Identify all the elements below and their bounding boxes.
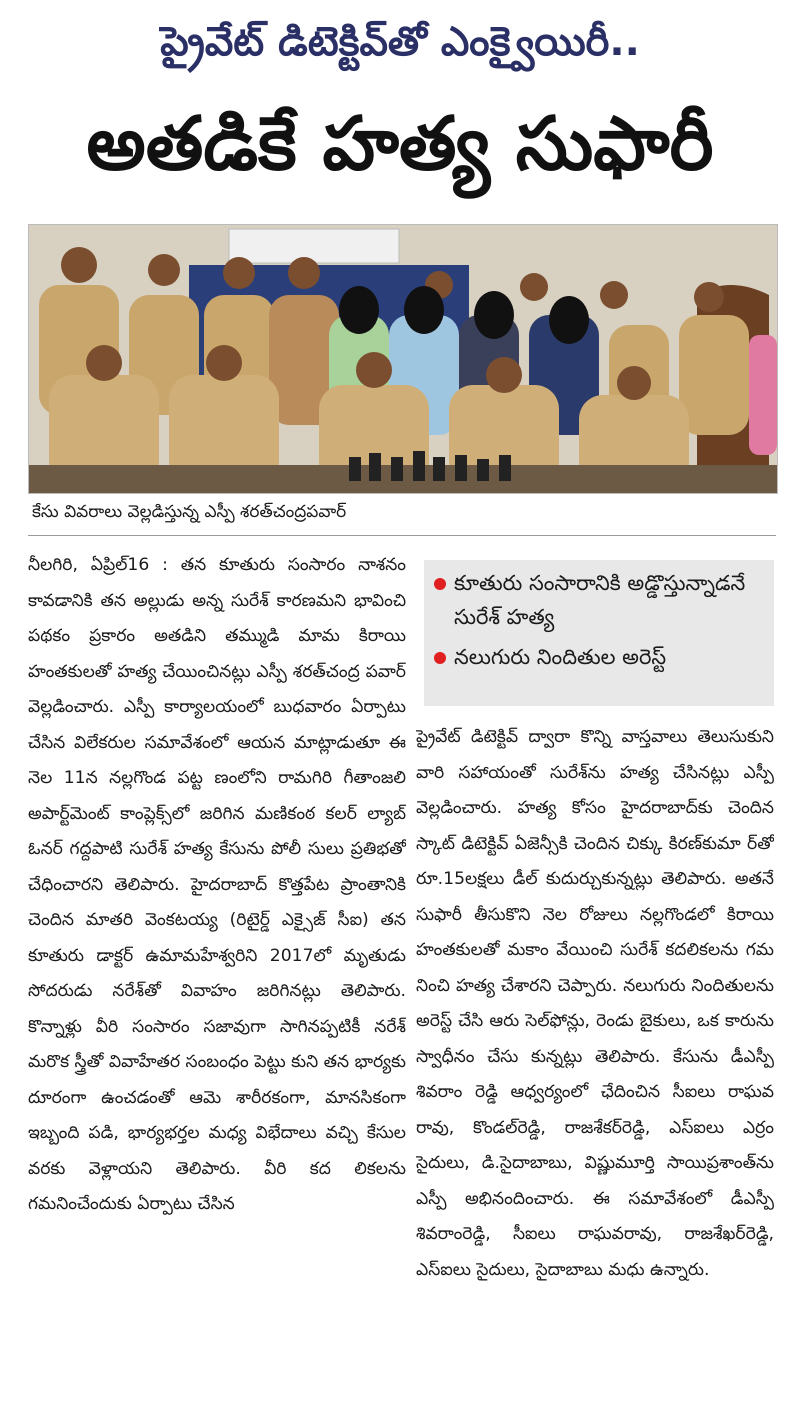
body-paragraph-right: ప్రైవేట్ డిటెక్టివ్ ద్వారా కొన్ని వాస్తవాలు తెలుసుకుని వారి సహాయంతో సురేశ్‌ను హత్య చేసినట్లు ఎస్పీ వెల్లడించారు. హత్య కోసం హైదరాబాద్‌కు చెందిన స్కాట్ డిటెక్టివ్ ఏజెన్సీకి చెందిన చిక్కు కిరణ్‌కుమా ర్‌తో రూ.15లక్షలు డీల్ కుదుర్చుకున్నట్లు తెలిపారు. అతనే సుఫారీ తీసుకొని నెల రోజులు నల్లగొండలో కిరాయి హంతకులతో మకాం వేయించి సురేశ్ కదలికలను గమ నించి హత్య చేశారని చెప్పారు. నలుగురు నిందితులను అరెస్ట్ చేసి ఆరు సెల్‌ఫోన్లు, రెండు బైకులు, ఒక కారును స్వాధీనం చేసు కున్నట్లు తెలిపారు. కేసును డీఎస్పీ శివరాం రెడ్డి ఆధ్వర్యంలో ఛేదించిన సీఐలు రాఘవ రావు, కొండల్‌రెడ్డి, రాజశేకర్‌రెడ్డి, ఎస్ఐలు ఎర్రం సైదులు, డి.సైదాబాబు, విష్ణుమూర్తి సాయిప్రశాంత్‌ను ఎస్పీ అభినందించారు. ఈ సమావేశంలో డీఎస్పీ శివరాంరెడ్డి, సీఐలు రాఘవరావు, రాజశేఖర్‌రెడ్డి, ఎస్ఐలు సైదులు, సైదాబాబు మధు ఉన్నారు. xyxy=(416,727,774,1280)
caption-divider xyxy=(28,535,776,536)
press-conference-photo xyxy=(28,224,778,494)
kicker-headline: ప్రైవేట్ డిటెక్టివ్‌తో ఎంక్వైయిరీ.. xyxy=(160,19,640,65)
article-body-left xyxy=(28,548,406,1400)
highlight-item xyxy=(434,566,764,634)
bullet-icon xyxy=(434,578,446,590)
article-body-right xyxy=(416,720,774,1400)
photo-caption: కేసు వివరాలు వెల్లడిస్తున్న ఎస్పీ శరత్‌చంద్రపవార్ xyxy=(32,502,347,522)
photo-illustration xyxy=(29,225,777,493)
highlight-item xyxy=(434,640,764,674)
main-headline: అతడికే హత్య సుఫారీ xyxy=(86,101,714,187)
bullet-icon xyxy=(434,652,446,664)
highlight-text: నలుగురు నిందితుల అరెస్ట్ xyxy=(454,645,667,669)
highlights-box xyxy=(424,560,774,706)
body-paragraph-left: నీలగిరి, ఏప్రిల్16 : తన కూతురు సంసారం నాశనం కావడానికి తన అల్లుడు అన్న సురేశ్ కారణమని భావించి పథకం ప్రకారం అతడిని తమ్ముడి మామ కిరాయి హంతకులతో హత్య చేయించినట్లు ఎస్పీ శరత్‌చంద్ర పవార్ వెల్లడించారు. ఎస్పీ కార్యాలయంలో బుధవారం ఏర్పాటు చేసిన విలేకరుల సమావేశంలో ఆయన మాట్లాడుతూ ఈ నెల 11న నల్లగొండ పట్ట ణంలోని రామగిరి గీతాంజలి అపార్ట్‌మెంట్ కాంప్లెక్స్‌లో జరిగిన మణికంఠ కలర్ ల్యాబ్ ఓనర్ గద్దపాటి సురేశ్ హత్య కేసును పోలీ సులు ప్రతిభతో చేధించారని తెలిపారు. హైదరాబాద్ కొత్తపేట ప్రాంతానికి చెందిన మాతరి వెంకటయ్య (రిటైర్డ్ ఎక్సైజ్ సీఐ) తన కూతురు డాక్టర్ ఉమామహేశ్వరిని 2017లో మృతుడు సోదరుడు నరేశ్‌తో వివాహం జరిగినట్లు తెలిపారు. కొన్నాళ్లు వీరి సంసారం సజావుగా సాగినప్పటికీ నరేశ్ మరొక స్త్రీతో వివాహేతర సంబంధం పెట్టు కుని తన భార్యకు దూరంగా ఉంచడంతో ఆమె శారీరకంగా, మానసికంగా ఇబ్బంది పడి, భార్యభర్తల మధ్య విభేదాలు వచ్చి కేసుల వరకు వెళ్లాయని తెలిపారు. వీరి కద లికలను గమనించేందుకు ఏర్పాటు చేసిన xyxy=(28,555,406,1214)
highlight-text: కూతురు సంసారానికి అడ్డొస్తున్నాడనే సురేశ్ హత్య xyxy=(454,571,746,629)
